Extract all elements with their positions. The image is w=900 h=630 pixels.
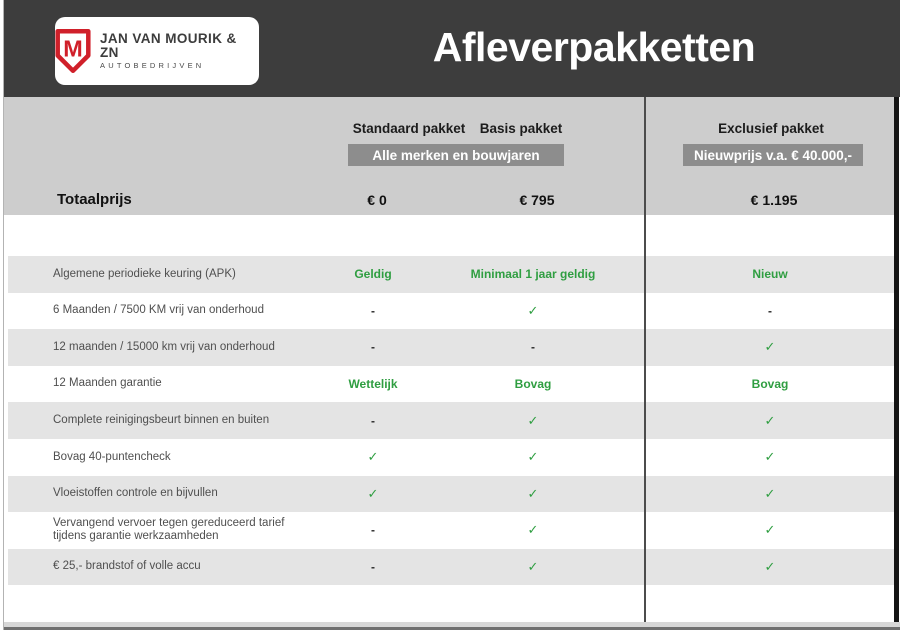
badge-nieuwprijs: Nieuwprijs v.a. € 40.000,- <box>683 144 863 166</box>
cell-exclusief: Bovag <box>751 377 789 392</box>
cell-exclusief: ✓ <box>764 559 776 575</box>
feature-label: 6 Maanden / 7500 KM vrij van onderhoud <box>53 304 264 317</box>
total-standaard: € 0 <box>367 192 387 208</box>
logo-text <box>100 32 259 70</box>
cell-basis: ✓ <box>527 559 539 575</box>
feature-table <box>8 256 894 585</box>
cell-standaard: Wettelijk <box>348 377 398 392</box>
total-exclusief: € 1.195 <box>750 192 798 208</box>
column-divider-line <box>644 97 646 622</box>
badge-alle-merken: Alle merken en bouwjaren <box>348 144 564 166</box>
feature-label: 12 Maanden garantie <box>53 377 162 390</box>
feature-label: € 25,- brandstof of volle accu <box>53 560 201 573</box>
cell-basis: ✓ <box>527 302 539 318</box>
right-edge-strip <box>894 97 899 622</box>
feature-label: Bovag 40-puntencheck <box>53 450 171 463</box>
cell-basis: Bovag <box>514 377 552 392</box>
cell-exclusief: ✓ <box>764 339 776 355</box>
column-header-basis: Basis pakket <box>479 121 563 136</box>
table-row <box>8 549 894 586</box>
table-row <box>8 366 894 403</box>
cell-standaard: ✓ <box>367 449 379 465</box>
cell-standaard: - <box>371 560 375 575</box>
cell-standaard: - <box>371 303 375 318</box>
feature-label: Algemene periodieke keuring (APK) <box>53 267 236 280</box>
cell-basis: - <box>531 340 535 355</box>
cell-basis: Minimaal 1 jaar geldig <box>470 267 596 282</box>
cell-exclusief: Nieuw <box>752 267 788 282</box>
total-basis: € 795 <box>519 192 555 208</box>
cell-standaard: - <box>371 340 375 355</box>
feature-label: Vloeistoffen controle en bijvullen <box>53 487 218 500</box>
package-header-band <box>4 97 894 215</box>
header-bar <box>4 0 900 97</box>
company-subtitle: AUTOBEDRIJVEN <box>100 61 205 71</box>
cell-exclusief: ✓ <box>764 522 776 538</box>
cell-exclusief: ✓ <box>764 412 776 428</box>
cell-exclusief: - <box>768 303 772 318</box>
table-row <box>8 476 894 513</box>
table-row <box>8 329 894 366</box>
cell-exclusief: ✓ <box>764 485 776 501</box>
column-header-exclusief: Exclusief pakket <box>718 121 824 136</box>
table-row <box>8 293 894 330</box>
table-row <box>8 439 894 476</box>
cell-standaard: - <box>371 523 375 538</box>
feature-label: Complete reinigingsbeurt binnen en buiten <box>53 413 270 426</box>
table-row <box>8 256 894 293</box>
cell-basis: ✓ <box>527 449 539 465</box>
feature-label: Vervangend vervoer tegen gereduceerd tarief tijdens garantie werkzaamheden <box>53 516 285 543</box>
cell-standaard: Geldig <box>354 267 392 282</box>
company-logo <box>55 17 259 85</box>
cell-standaard: ✓ <box>367 485 379 501</box>
table-row <box>8 512 894 549</box>
cell-basis: ✓ <box>527 522 539 538</box>
page-title: Afleverpakketten <box>432 24 756 70</box>
left-edge-line <box>3 0 4 630</box>
totals-label: Totaalprijs <box>57 191 132 208</box>
column-header-standaard: Standaard pakket <box>352 121 466 136</box>
cell-standaard: - <box>371 413 375 428</box>
shield-m-icon <box>55 28 91 74</box>
feature-label: 12 maanden / 15000 km vrij van onderhoud <box>53 340 275 353</box>
svg-text:M: M <box>63 35 83 62</box>
company-name: JAN VAN MOURIK & ZN <box>100 30 237 61</box>
cell-basis: ✓ <box>527 485 539 501</box>
cell-exclusief: ✓ <box>764 449 776 465</box>
table-row <box>8 402 894 439</box>
cell-basis: ✓ <box>527 412 539 428</box>
